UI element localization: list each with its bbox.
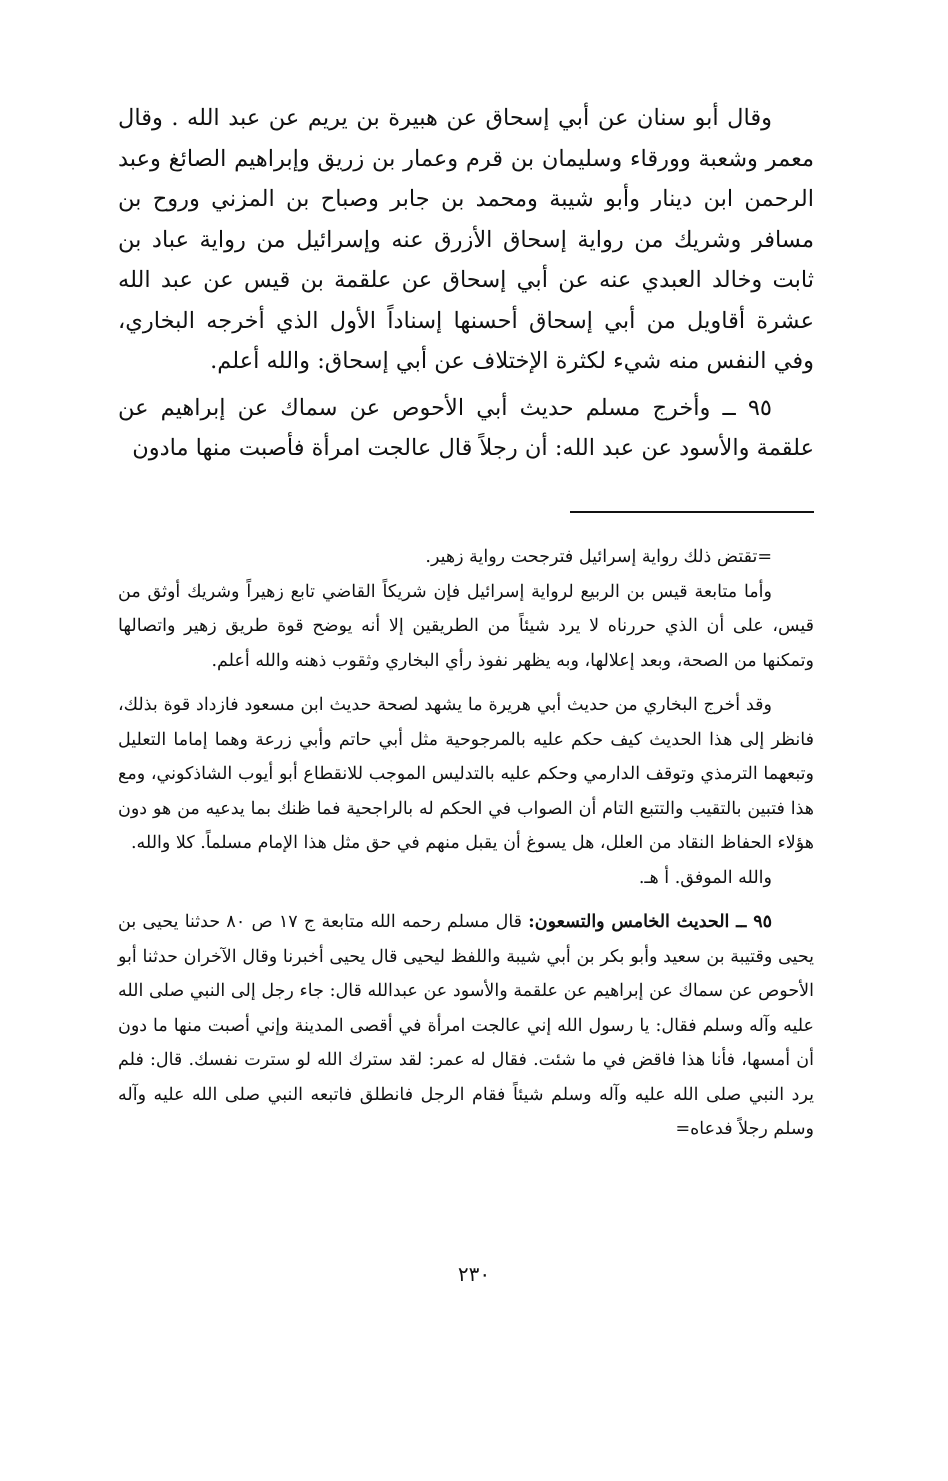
hadith-text: قال مسلم رحمه الله متابعة ج ١٧ ص ٨٠ حدثنا يحيى بن يحيى وقتيبة بن سعيد وأبو بكر بن أبي شيبة واللفظ ليحيى قال يحيى أخبرنا وقال الآخران حدثنا أبو الأحوص عن سماك عن إبراهيم عن علقمة والأسود عن عبدالله قال: جاء رجل إلى النبي صلى الله عليه وآله وسلم فقال: يا رسول الله إني عالجت امرأة في أقصى المدينة وإني أصبت منها ما دون أن أمسها، فأنا هذا فاقض في ما شئت. فقال له عمر: لقد سترك الله لو سترت نفسك. قال: فلم يرد النبي صلى الله عليه وآله وسلم شيئاً فقام الرجل فانطلق فاتبعه النبي صلى الله عليه وآله وسلم رجلاً فدعاه=	[118, 912, 814, 1139]
page-number: ٢٣٠	[457, 1262, 491, 1286]
footnote-continuation: =تقتض ذلك رواية إسرائيل فترجحت رواية زهير.	[425, 547, 772, 567]
hadith-heading: ٩٥ ــ الحديث الخامس والتسعون:	[528, 912, 772, 932]
footnote-paragraph: وقد أخرج البخاري من حديث أبي هريرة ما يشهد لصحة حديث ابن مسعود فازداد قوة بذلك، فانظر إلى هذا الحديث كيف حكم عليه بالمرجوحية مثل أبي حاتم وأبي زرعة وهما إماما التعليل وتبعهما الترمذي وتوقف الدارمي وحكم عليه بالتدليس الموجب للانقطاع أبو أيوب الشاذكوني، ومع هذا فتبين بالتقيب والتتبع التام أن الصواب في الحكم له بالراجحية فما ظنك بما يدعيه من هو دون هؤلاء الحفاظ النقاد من العلل، هل يسوغ أن يقبل منهم في حق مثل هذا الإمام مسلماً. كلا والله.	[118, 695, 814, 853]
footnote-block	[118, 540, 814, 1147]
main-paragraph: وقال أبو سنان عن أبي إسحاق عن هبيرة بن يريم عن عبد الله . وقال معمر وشعبة وورقاء وسليمان بن قرم وعمار بن زريق وإبراهيم الصائغ وعبد الرحمن ابن دينار وأبو شيبة ومحمد بن جابر وصباح بن المزني وروح بن مسافر وشريك من رواية إسحاق الأزرق عنه وإسرائيل من رواية عباد بن ثابت وخالد العبدي عنه عن أبي إسحاق عن علقمة بن قيس عن عبد الله عشرة أقاويل من أبي إسحاق أحسنها إسناداً الأول الذي أخرجه البخاري، وفي النفس منه شيء لكثرة الإختلاف عن أبي إسحاق: والله أعلم.	[118, 105, 814, 374]
footnote-paragraph: وأما متابعة قيس بن الربيع لرواية إسرائيل فإن شريكاً القاضي تابع زهيراً وشريك أوثق من قيس، على أن الذي حررناه لا يرد شيئاً من الطريقين إلا أنه يوضح قوة طريق زهير واتصالها وتمكنها من الصحة، وبعد إعلالها، وبه يظهر نفوذ رأي البخاري وثقوب ذهنه والله أعلم.	[118, 581, 814, 671]
footnote-hadith-paragraph	[118, 905, 814, 1147]
main-paragraph-hadith-95: ٩٥ ــ وأخرج مسلم حديث أبي الأحوص عن سماك عن إبراهيم عن علقمة والأسود عن عبد الله: أن رجلاً قال عالجت امرأة فأصبت منها مادون	[118, 394, 814, 461]
footnote-separator	[570, 511, 814, 513]
main-text	[118, 98, 814, 469]
footnote-closing: والله الموفق. أ هـ.	[638, 867, 772, 888]
